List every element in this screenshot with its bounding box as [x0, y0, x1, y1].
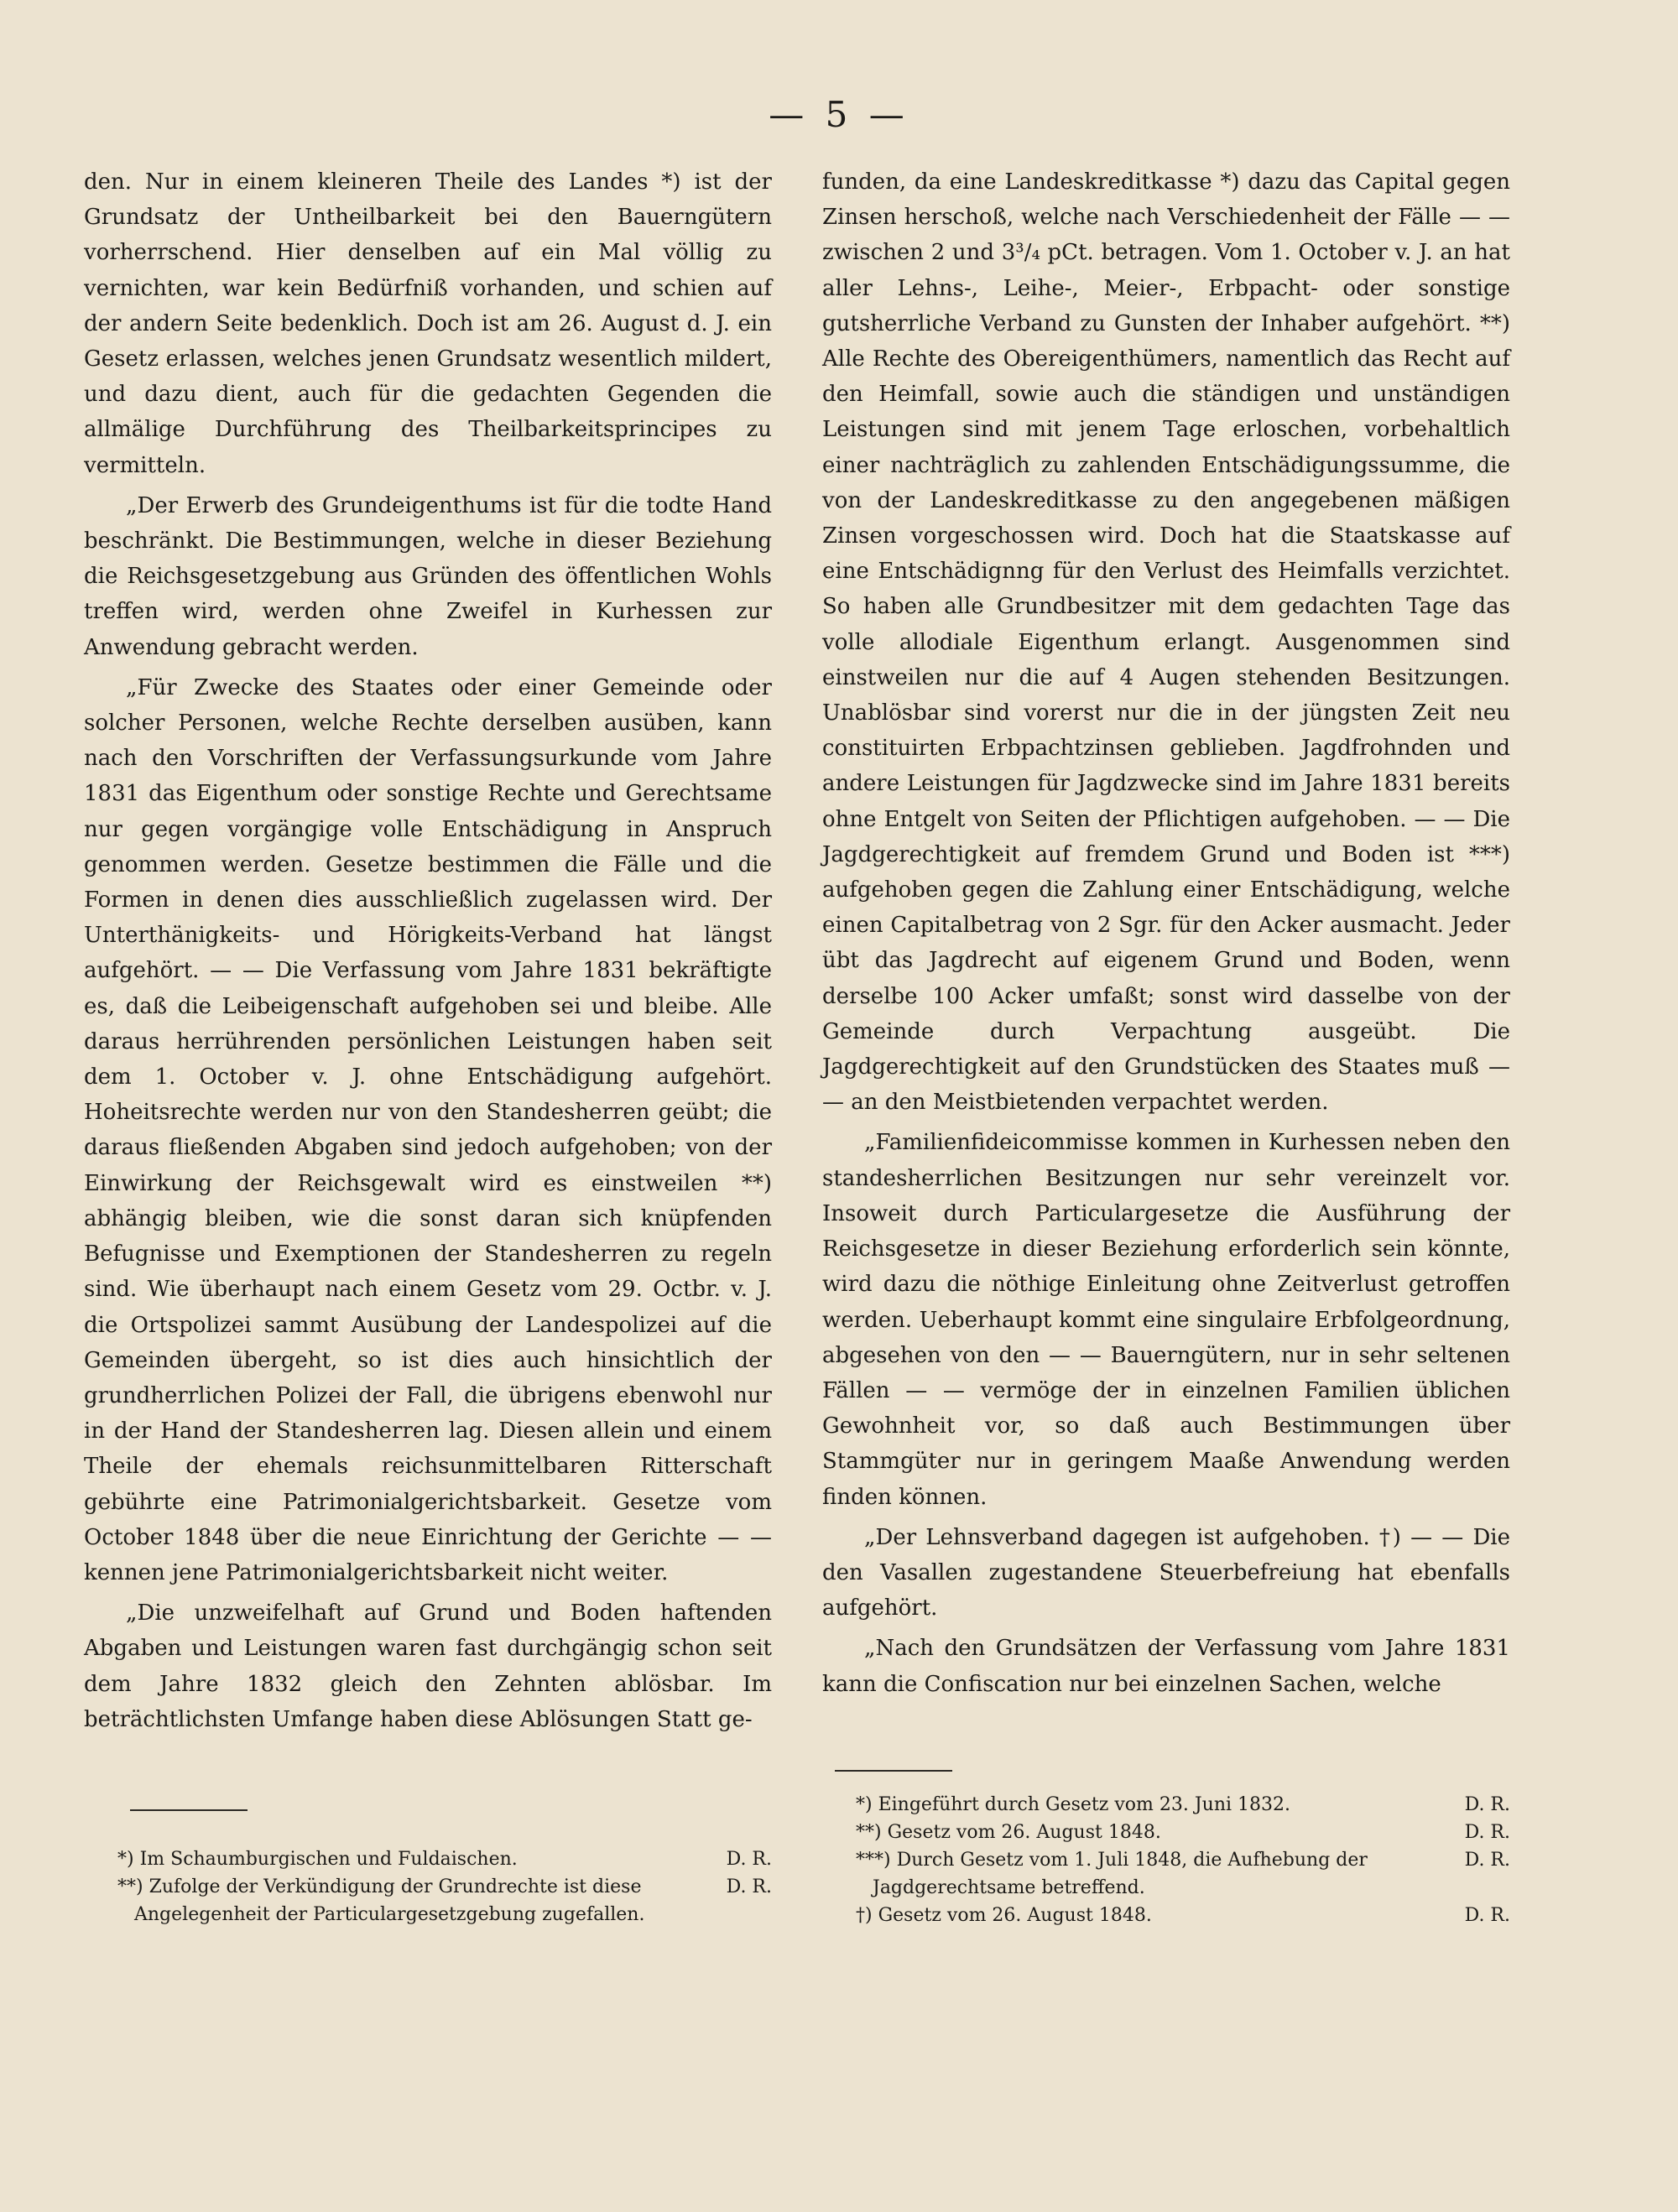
- footnote-source: D. R.: [1464, 1794, 1510, 1815]
- paragraph: „Nach den Grundsätzen der Verfassung vom Jahre 1831 kann die Confiscation nur bei einzelnen Sachen, welche: [822, 1636, 1510, 1697]
- footnote-divider: [130, 1809, 248, 1811]
- footnote-text: **) Zufolge der Verkündigung der Grundrechte ist diese Angelegenheit der Particulargesetzgebung zugefallen.: [117, 1876, 645, 1925]
- footnote: [822, 1902, 1510, 1929]
- footnote-source: D. R.: [726, 1876, 772, 1897]
- paragraph: funden, da eine Landeskreditkasse *) dazu das Capital gegen Zinsen herschoß, welche nach Verschiedenheit der Fälle — — zwischen 2 und 3³/₄ pCt. betragen. Vom 1. October v. J. an hat aller Lehns-, Leihe-, Meier-, Erbpacht- oder sonstige gutsherrliche Verband zu Gunsten der Inhaber aufgehört. **) Alle Rechte des Obereigenthümers, namentlich das Recht auf den Heimfall, sowie auch die ständigen und unständigen Leistungen sind mit jenem Tage erloschen, vorbehaltlich einer nachträglich zu zahlenden Entschädigungssumme, die von der Landeskreditkasse zu den angegebenen mäßigen Zinsen vorgeschossen wird. Doch hat die Staatskasse auf eine Entschädignng für den Verlust des Heimfalls verzichtet. So haben alle Grundbesitzer mit dem gedachten Tage das volle allodiale Eigenthum erlangt. Ausgenommen sind einstweilen nur die auf 4 Augen stehenden Besitzungen. Unablösbar sind vorerst nur die in der jüngsten Zeit neu constituirten Erbpachtzinsen geblieben. Jagdfrohnden und andere Leistungen für Jagdzwecke sind im Jahre 1831 bereits ohne Entgelt von Seiten der Pflichtigen aufgehoben. — — Die Jagdgerechtigkeit auf fremdem Grund und Boden ist ***) aufgehoben gegen die Zahlung einer Entschädigung, welche einen Capitalbetrag von 2 Sgr. für den Acker ausmacht. Jeder übt das Jagdrecht auf eigenem Grund und Boden, wenn derselbe 100 Acker umfaßt; sonst wird dasselbe von der Gemeinde durch Verpachtung ausgeübt. Die Jagdgerechtigkeit auf den Grundstücken des Staates muß — — an den Meistbietenden verpachtet werden.: [822, 169, 1510, 1116]
- footnote-source: D. R.: [1464, 1905, 1510, 1926]
- page-number: — 5 —: [769, 94, 909, 135]
- footnote-text: *) Im Schaumburgischen und Fuldaischen.: [117, 1849, 518, 1870]
- footnote: [822, 1846, 1510, 1902]
- paragraph: „Familienfideicommisse kommen in Kurhessen neben den standesherrlichen Besitzungen nur sehr vereinzelt vor. Insoweit durch Particulargesetze die Ausführung der Reichsgesetze in dieser Beziehung erforderlich sein könnte, wird dazu die nöthige Einleitung ohne Zeitverlust getroffen werden. Ueberhaupt kommt eine singulaire Erbfolgeordnung, abgesehen von den — — Bauerngütern, nur in sehr seltenen Fällen — — vermöge der in einzelnen Familien üblichen Gewohnheit vor, so daß auch Bestimmungen über Stammgüter nur in geringem Maaße Anwendung werden finden können.: [822, 1130, 1510, 1510]
- footnote: [84, 1873, 772, 1928]
- footnote-text: ***) Durch Gesetz vom 1. Juli 1848, die Aufhebung der Jagdgerechtsame betreffend.: [856, 1850, 1368, 1898]
- right-column: [822, 164, 1510, 1702]
- paragraph: „Die unzweifelhaft auf Grund und Boden haftenden Abgaben und Leistungen waren fast durchgängig schon seit dem Jahre 1832 gleich den Zehnten ablösbar. Im beträchtlichsten Umfange haben diese Ablösungen Statt ge-: [84, 1600, 772, 1732]
- paragraph: „Der Lehnsverband dagegen ist aufgehoben. †) — — Die den Vasallen zugestandene Steuerbefreiung hat ebenfalls aufgehört.: [822, 1524, 1510, 1621]
- left-footnotes: [84, 1845, 772, 1928]
- paragraph: den. Nur in einem kleineren Theile des Landes *) ist der Grundsatz der Untheilbarkeit bei den Bauerngütern vorherrschend. Hier denselben auf ein Mal völlig zu vernichten, war kein Bedürfniß vorhanden, und schien auf der andern Seite bedenklich. Doch ist am 26. August d. J. ein Gesetz erlassen, welches jenen Grundsatz wesentlich mildert, und dazu dient, auch für die gedachten Gegenden die allmälige Durchführung des Theilbarkeitsprincipes zu vermitteln.: [84, 169, 772, 478]
- left-column: [84, 164, 772, 1737]
- right-footnotes: [822, 1791, 1510, 1929]
- footnote-source: D. R.: [1464, 1822, 1510, 1843]
- footnote-source: D. R.: [726, 1849, 772, 1870]
- footnote: [822, 1819, 1510, 1846]
- footnote: [822, 1791, 1510, 1819]
- footnote-source: D. R.: [1464, 1850, 1510, 1871]
- footnote-divider: [835, 1770, 952, 1772]
- footnote-text: *) Eingeführt durch Gesetz vom 23. Juni 1832.: [856, 1794, 1291, 1815]
- footnote-text: **) Gesetz vom 26. August 1848.: [856, 1822, 1161, 1843]
- paragraph: „Für Zwecke des Staates oder einer Gemeinde oder solcher Personen, welche Rechte derselben ausüben, kann nach den Vorschriften der Verfassungsurkunde vom Jahre 1831 das Eigenthum oder sonstige Rechte und Gerechtsame nur gegen vorgängige volle Entschädigung in Anspruch genommen werden. Gesetze bestimmen die Fälle und die Formen in denen dies ausschließlich zugelassen wird. Der Unterthänigkeits- und Hörigkeits-Verband hat längst aufgehört. — — Die Verfassung vom Jahre 1831 bekräftigte es, daß die Leibeigenschaft aufgehoben sei und bleibe. Alle daraus herrührenden persönlichen Leistungen haben seit dem 1. October v. J. ohne Entschädigung aufgehört. Hoheitsrechte werden nur von den Standesherren geübt; die daraus fließenden Abgaben sind jedoch aufgehoben; von der Einwirkung der Reichsgewalt wird es einstweilen **) abhängig bleiben, wie die sonst daran sich knüpfenden Befugnisse und Exemptionen der Standesherren zu regeln sind. Wie überhaupt nach einem Gesetz vom 29. Octbr. v. J. die Ortspolizei sammt Ausübung der Landespolizei auf die Gemeinden übergeht, so ist dies auch hinsichtlich der grundherrlichen Polizei der Fall, die übrigens ebenwohl nur in der Hand der Standesherren lag. Diesen allein und einem Theile der ehemals reichsunmittelbaren Ritterschaft gebührte eine Patrimonialgerichtsbarkeit. Gesetze vom October 1848 über die neue Einrichtung der Gerichte — — kennen jene Patrimonialgerichtsbarkeit nicht weiter.: [84, 674, 772, 1585]
- footnote: [84, 1845, 772, 1873]
- paragraph: „Der Erwerb des Grundeigenthums ist für die todte Hand beschränkt. Die Bestimmungen, welche in dieser Beziehung die Reichsgesetzgebung aus Gründen des öffentlichen Wohls treffen wird, werden ohne Zweifel in Kurhessen zur Anwendung gebracht werden.: [84, 492, 772, 660]
- footnote-text: †) Gesetz vom 26. August 1848.: [856, 1905, 1152, 1926]
